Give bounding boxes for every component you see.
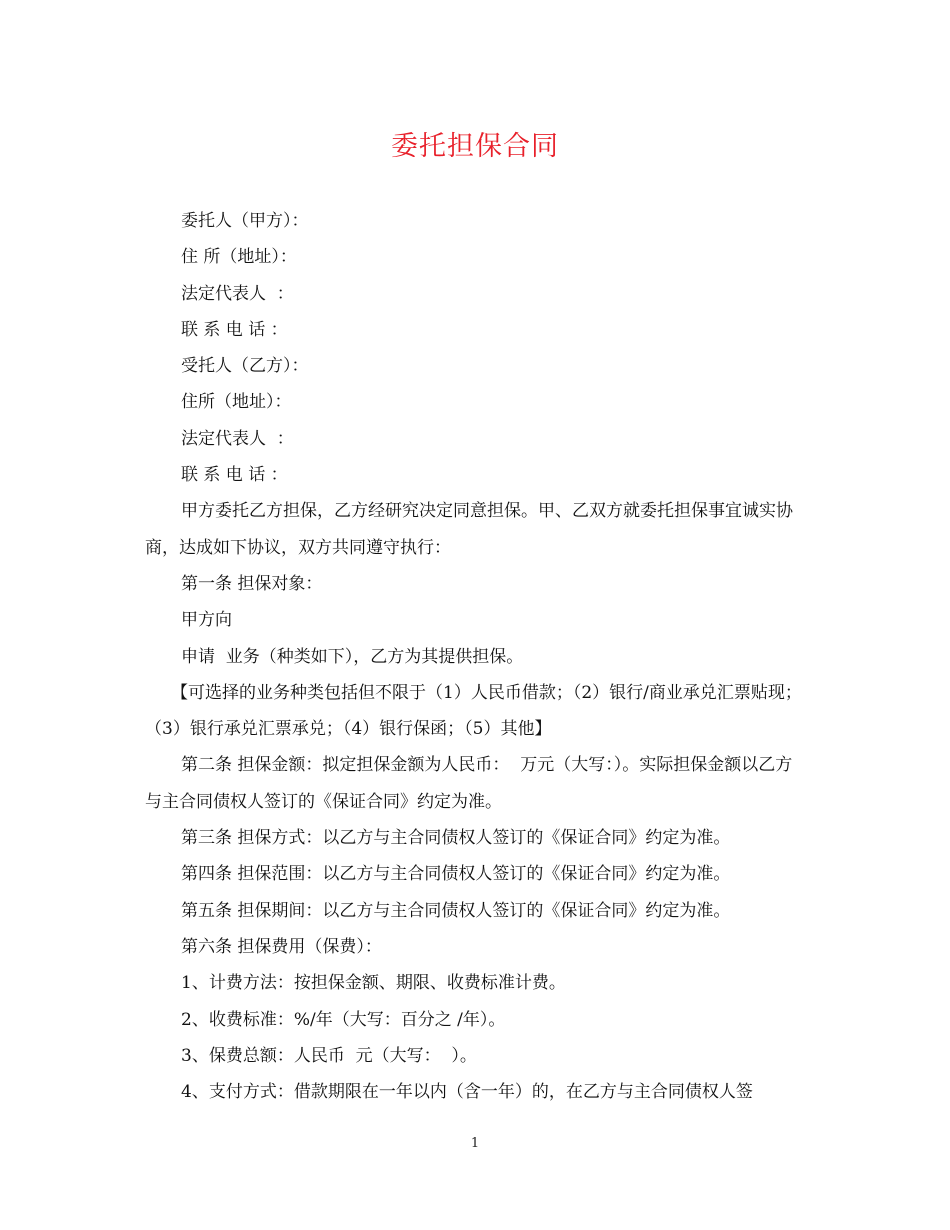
paragraph-article-3: 第三条 担保方式：以乙方与主合同债权人签订的《保证合同》约定为准。 (181, 828, 731, 849)
document-body (145, 203, 809, 1110)
paragraph-fee-total: 3、保费总额：人民币 元（大写： ）。 (181, 1045, 477, 1066)
paragraph-principal: 委托人（甲方）： (181, 211, 309, 231)
paragraph-fee-standard: 2、收费标准：%/年（大写：百分之 /年）。 (181, 1009, 506, 1030)
paragraph-fee-method: 1、计费方法：按担保金额、期限、收费标准计费。 (181, 973, 566, 994)
paragraph-trustee-address: 住所（地址）： (181, 392, 292, 413)
document-title: 委托担保合同 (391, 131, 559, 162)
page-number: 1 (470, 1136, 480, 1151)
paragraph-article-1: 第一条 担保对象： (181, 573, 323, 594)
paragraph-article-2: 第二条 担保金额：拟定担保金额为人民币： 万元（大写：）。实际担保金额以乙方与主合同债权人签订的《保证合同》约定为准。 (145, 755, 793, 812)
paragraph-article-1-party: 甲方向 (181, 610, 232, 631)
paragraph-article-6: 第六条 担保费用（保费）： (181, 936, 382, 957)
paragraph-article-5: 第五条 担保期间：以乙方与主合同债权人签订的《保证合同》约定为准。 (181, 900, 731, 921)
paragraph-trustee-representative: 法定代表人 ： (181, 428, 294, 449)
paragraph-principal-phone: 联 系 电 话 ： (181, 319, 288, 340)
paragraph-payment-method: 4、支付方式：借款期限在一年以内（含一年）的，在乙方与主合同债权人签 (181, 1082, 753, 1103)
paragraph-agreement-intro: 甲方委托乙方担保，乙方经研究决定同意担保。甲、乙双方就委托担保事宜诚实协商，达成如下协议，双方共同遵守执行： (145, 501, 793, 558)
paragraph-article-1-business: 申请 业务（种类如下），乙方为其提供担保。 (181, 646, 524, 667)
paragraph-business-types: 【可选择的业务种类包括但不限于（1）人民币借款；（2）银行/商业承兑汇票贴现；（3）银行承兑汇票承兑；（4）银行保函；（5）其他】 (145, 682, 802, 740)
paragraph-principal-representative: 法定代表人 ： (181, 283, 294, 304)
paragraph-trustee-phone: 联 系 电 话 ： (181, 465, 288, 486)
paragraph-article-4: 第四条 担保范围：以乙方与主合同债权人签订的《保证合同》约定为准。 (181, 864, 731, 885)
paragraph-principal-address: 住 所（地址）： (181, 247, 297, 268)
paragraph-trustee: 受托人（乙方）： (181, 356, 309, 377)
